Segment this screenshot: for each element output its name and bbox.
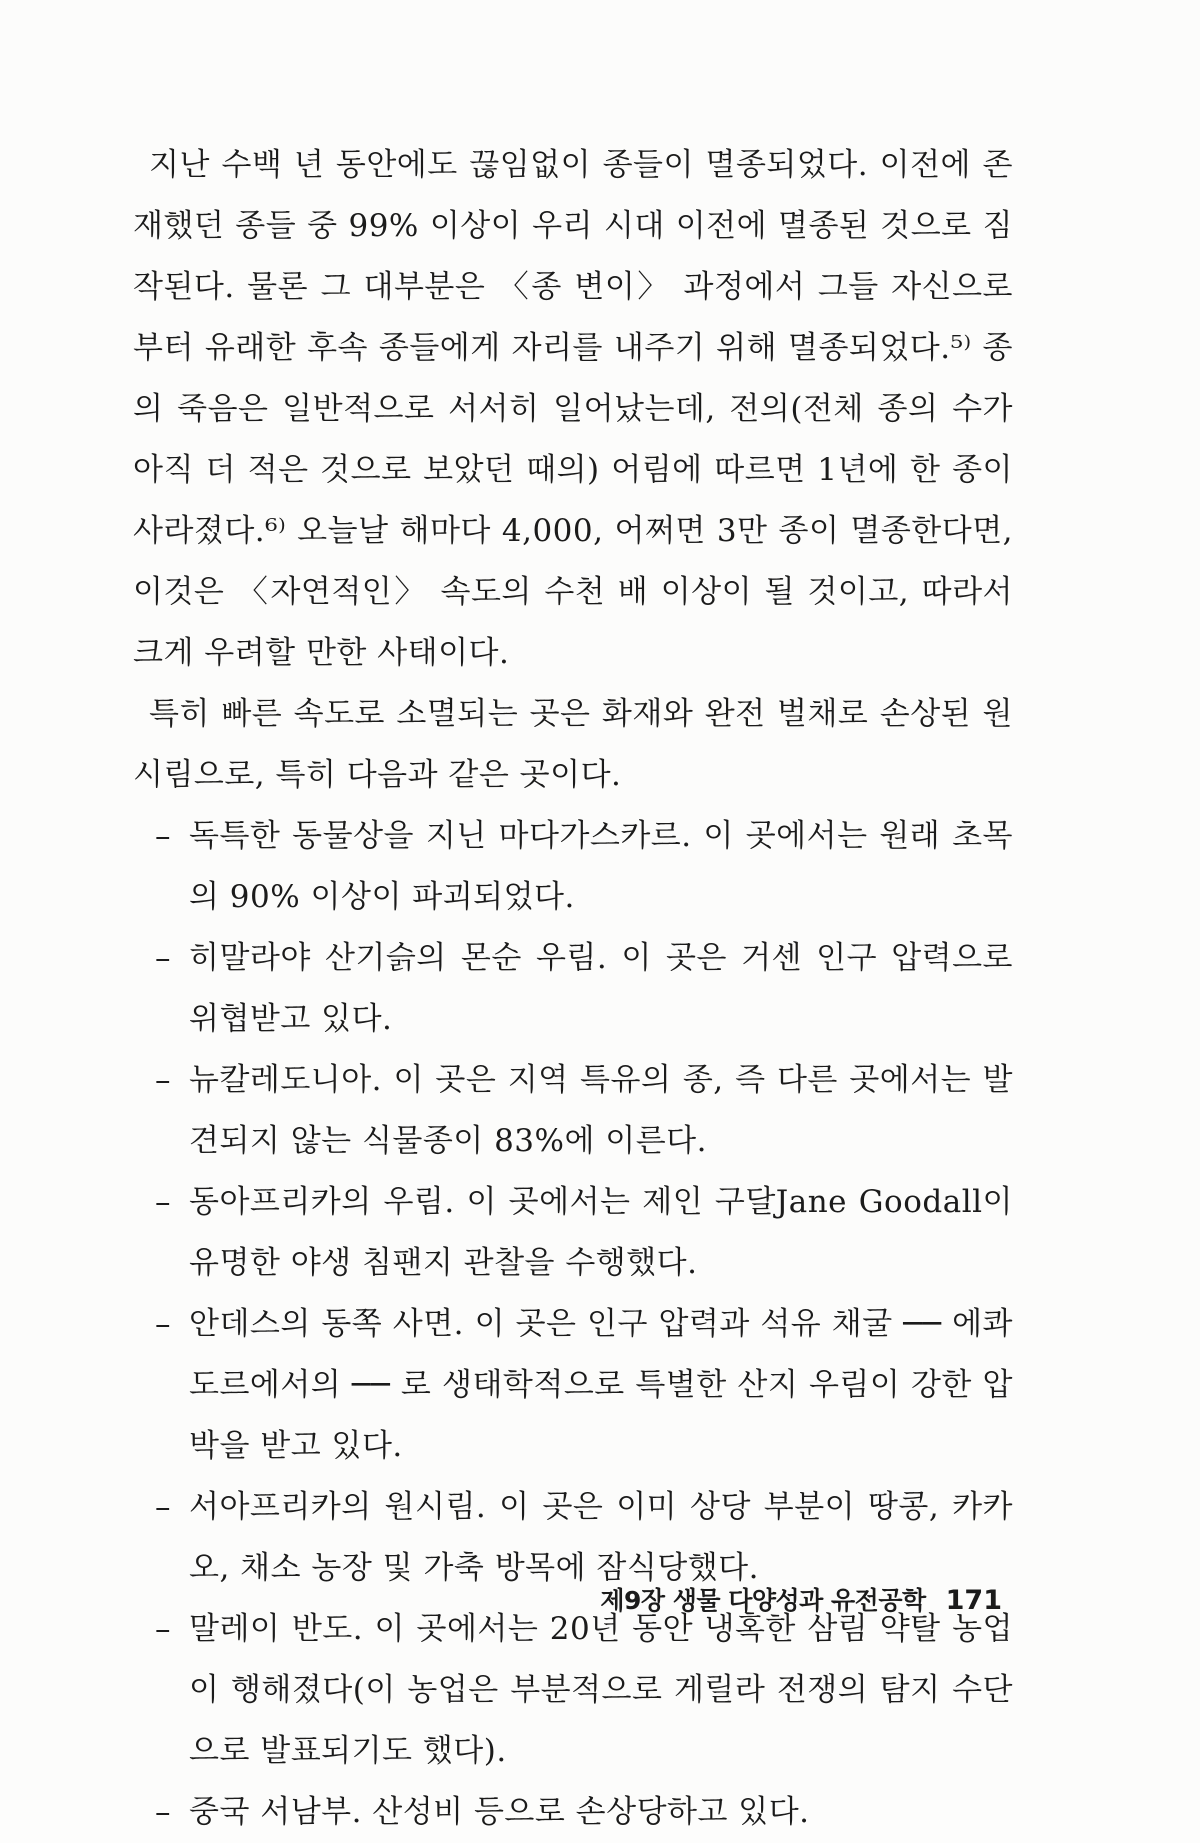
list-item-text: 뉴칼레도니아. 이 곳은 지역 특유의 종, 즉 다른 곳에서는 발견되지 않는 식물종이 83%에 이른다. [189, 1062, 1013, 1159]
list-item-text: 중국 서남부. 산성비 등으로 손상당하고 있다. [189, 1794, 810, 1830]
list-item-madagascar [133, 806, 1013, 928]
paragraph-rainforest-intro: 특히 빠른 속도로 소멸되는 곳은 화재와 완전 벌채로 손상된 원시림으로, 특히 다음과 같은 곳이다. [133, 696, 1013, 793]
list-item-andes [133, 1294, 1013, 1477]
list-item-text: 말레이 반도. 이 곳에서는 20년 동안 냉혹한 삼림 약탈 농업이 행해졌다(이 농업은 부분적으로 게릴라 전쟁의 탐지 수단으로 발표되기도 했다). [189, 1611, 1013, 1769]
list-item-malay-peninsula [133, 1599, 1013, 1782]
bullet-dash: – [155, 1062, 171, 1098]
region-list [133, 806, 1013, 1843]
chapter-title: 제9장 생물 다양성과 유전공학 [600, 1586, 926, 1615]
list-item-east-africa [133, 1172, 1013, 1294]
bullet-dash: – [155, 818, 171, 854]
list-item-text: 히말라야 산기슭의 몬순 우림. 이 곳은 거센 인구 압력으로 위협받고 있다. [189, 940, 1013, 1037]
list-item-text: 독특한 동물상을 지닌 마다가스카르. 이 곳에서는 원래 초목의 90% 이상이 파괴되었다. [189, 818, 1013, 915]
list-item-new-caledonia [133, 1050, 1013, 1172]
bullet-dash: – [155, 1611, 171, 1647]
list-item-southwest-china [133, 1782, 1013, 1843]
bullet-dash: – [155, 1794, 171, 1830]
list-item-text: 동아프리카의 우림. 이 곳에서는 제인 구달Jane Goodall이 유명한 야생 침팬지 관찰을 수행했다. [189, 1184, 1013, 1281]
paragraph-extinction-history: 지난 수백 년 동안에도 끊임없이 종들이 멸종되었다. 이전에 존재했던 종들 중 99% 이상이 우리 시대 이전에 멸종된 것으로 짐작된다. 물론 그 대부분은 〈종 변이〉 과정에서 그들 자신으로부터 유래한 후속 종들에게 자리를 내주기 위해 멸종되었다.⁵⁾ 종의 죽음은 일반적으로 서서히 일어났는데, 전의(전체 종의 수가 아직 더 적은 것으로 보았던 때의) 어림에 따르면 1년에 한 종이 사라졌다.⁶⁾ 오늘날 해마다 4,000, 어쩌면 3만 종이 멸종한다면, 이것은 〈자연적인〉 속도의 수천 배 이상이 될 것이고, 따라서 크게 우려할 만한 사태이다. [133, 147, 1013, 671]
bullet-dash: – [155, 1489, 171, 1525]
bullet-dash: – [155, 1184, 171, 1220]
list-item-himalaya [133, 928, 1013, 1050]
bullet-dash: – [155, 1306, 171, 1342]
list-item-text: 서아프리카의 원시림. 이 곳은 이미 상당 부분이 땅콩, 카카오, 채소 농장 및 가축 방목에 잠식당했다. [189, 1489, 1013, 1586]
bullet-dash: – [155, 940, 171, 976]
page-footer [600, 1581, 1002, 1617]
list-item-text: 안데스의 동쪽 사면. 이 곳은 인구 압력과 석유 채굴 ── 에콰도르에서의 ── 로 생태학적으로 특별한 산지 우림이 강한 압박을 받고 있다. [189, 1306, 1013, 1464]
page-number: 171 [945, 1585, 1002, 1616]
